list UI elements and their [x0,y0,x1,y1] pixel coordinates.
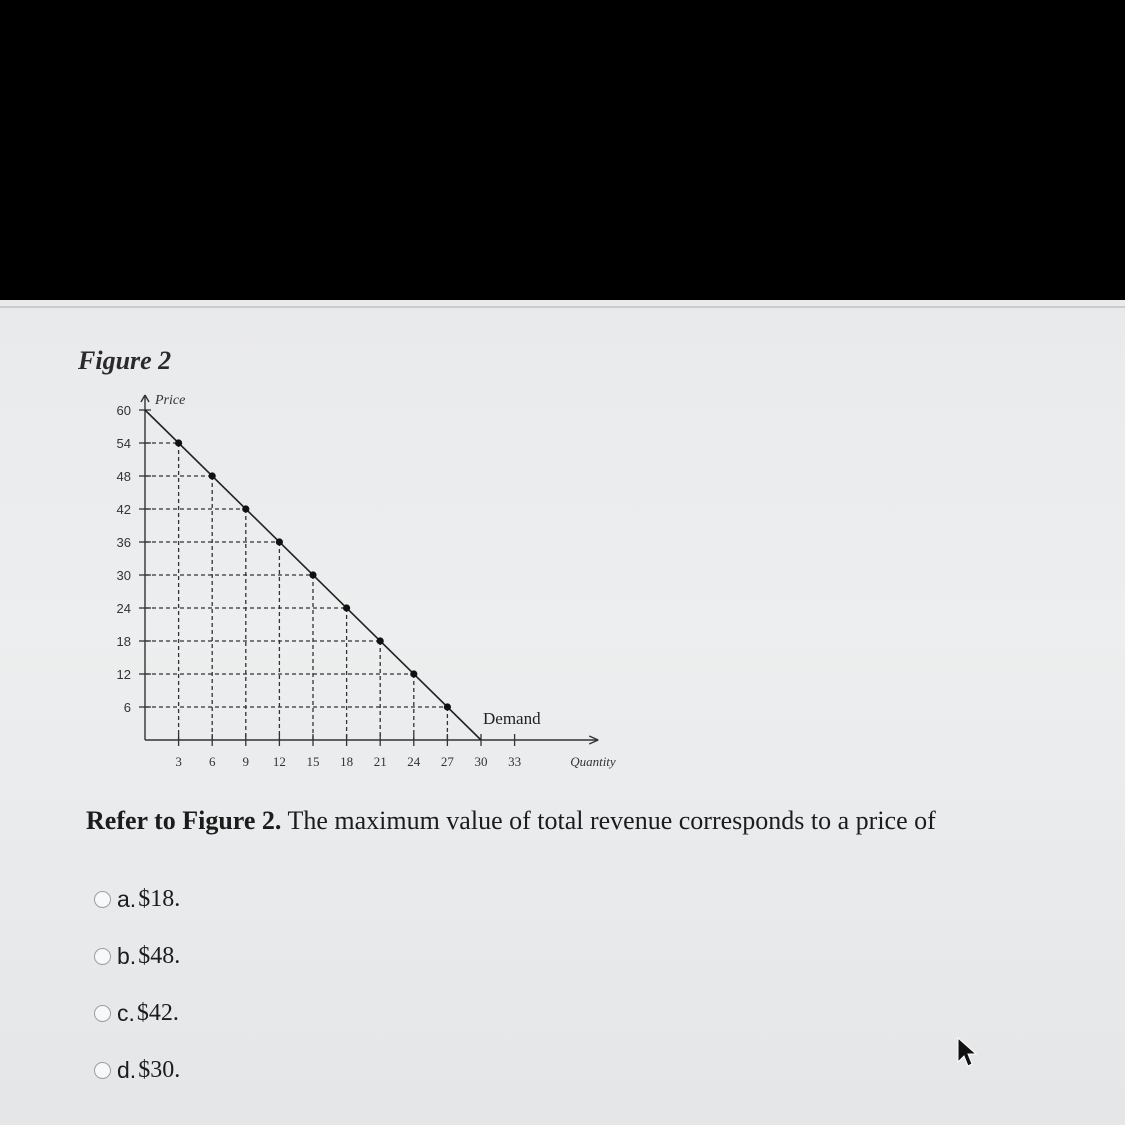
radio-button-c[interactable] [94,1005,111,1022]
data-point-2 [242,505,249,512]
demand-chart [100,380,620,780]
x-tick-label-3: 3 [175,754,182,769]
y-axis-label: Price [155,393,186,408]
x-tick-label-30: 30 [474,754,488,769]
x-tick-label-24: 24 [407,754,421,769]
y-tick-label-60: 60 [116,403,131,418]
x-tick-label-18: 18 [340,754,354,769]
x-tick-label-21: 21 [373,754,387,769]
x-tick-label-15: 15 [306,754,320,769]
figure-title: Figure 2 [78,346,172,375]
radio-button-a[interactable] [94,891,111,908]
option-c-value: $42. [136,1000,179,1026]
data-point-7 [410,670,417,677]
x-tick-label-12: 12 [272,754,286,769]
radio-button-d[interactable] [94,1062,111,1079]
data-point-3 [276,538,283,545]
y-tick-label-24: 24 [116,601,131,616]
option-a-letter: a. [117,886,137,912]
x-tick-label-6: 6 [208,754,216,769]
data-point-1 [209,472,216,479]
data-point-0 [175,439,182,446]
option-b-value: $48. [138,943,181,969]
data-point-8 [444,703,451,710]
page-divider [0,306,1125,308]
option-a[interactable] [94,886,180,913]
option-c-letter: c. [117,1000,135,1026]
question-reference: Refer to Figure 2. [86,806,282,835]
demand-label: Demand [483,709,541,728]
quiz-page [0,300,1125,1125]
option-a-value: $18. [138,886,181,912]
mouse-cursor-icon [956,1036,980,1068]
y-tick-label-30: 30 [116,568,131,583]
y-tick-label-48: 48 [116,469,131,484]
y-tick-label-42: 42 [116,502,131,517]
y-tick-label-18: 18 [116,634,131,649]
option-b[interactable] [94,943,180,970]
data-point-4 [309,571,316,578]
x-tick-label-9: 9 [242,754,250,769]
option-c[interactable] [94,1000,179,1027]
data-point-6 [377,637,384,644]
y-tick-label-36: 36 [116,535,131,550]
option-d[interactable] [94,1057,180,1084]
question-body: The maximum value of total revenue corresponds to a price of [281,806,936,835]
data-point-5 [343,604,350,611]
option-d-value: $30. [138,1057,181,1083]
x-axis-label: Quantity [570,754,616,769]
camera-black-band [0,0,1125,300]
y-tick-label-12: 12 [116,667,131,682]
question-text [86,806,936,836]
y-tick-label-54: 54 [116,436,131,451]
radio-button-b[interactable] [94,948,111,965]
y-tick-label-6: 6 [123,700,131,715]
option-b-letter: b. [117,943,137,969]
x-tick-label-27: 27 [440,754,454,769]
x-tick-label-33: 33 [508,754,522,769]
option-d-letter: d. [117,1057,137,1083]
